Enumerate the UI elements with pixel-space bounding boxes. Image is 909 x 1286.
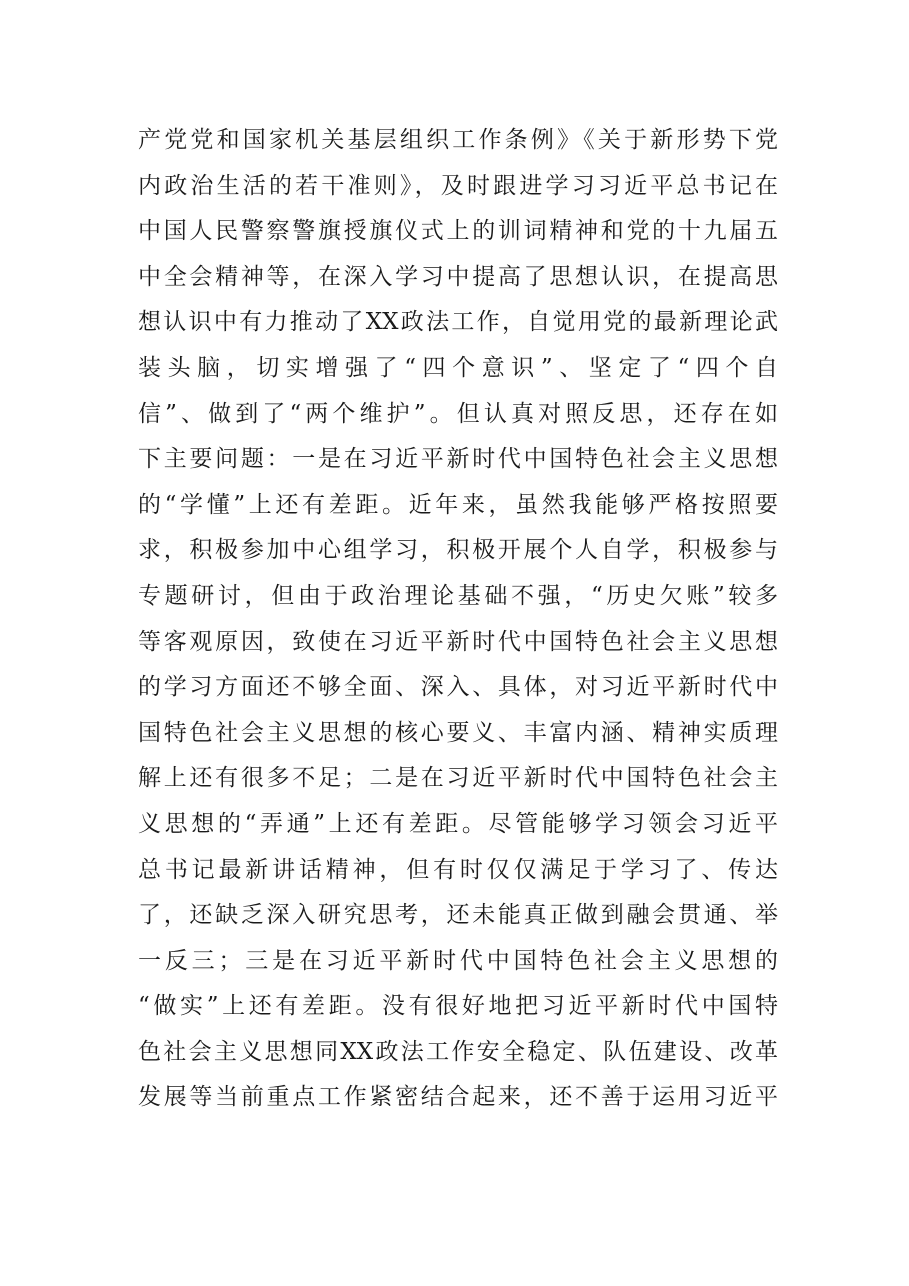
text-line: 装头脑，切实增强了“四个意识”、坚定了“四个自: [138, 354, 778, 381]
text-line: 内政治生活的若干准则》，及时跟进学习习近平总书记在: [138, 172, 778, 199]
text-line: 中国人民警察警旗授旗仪式上的训词精神和党的十九届五: [138, 218, 778, 245]
text-line: 中全会精神等，在深入学习中提高了思想认识，在提高思: [138, 263, 778, 290]
text-line: 产党党和国家机关基层组织工作条例》《关于新形势下党: [138, 127, 778, 153]
text-line: 解上还有很多不足；二是在习近平新时代中国特色社会主: [138, 765, 778, 792]
text-line: 发展等当前重点工作紧密结合起来，还不善于运用习近平: [138, 1084, 778, 1111]
body-text: [138, 118, 778, 1121]
text-line: 国特色社会主义思想的核心要义、丰富内涵、精神实质理: [138, 719, 778, 746]
text-line: 总书记最新讲话精神，但有时仅仅满足于学习了、传达: [138, 856, 778, 883]
text-line: 色社会主义思想同XX政法工作安全稳定、队伍建设、改革: [138, 1038, 778, 1065]
text-line: 等客观原因，致使在习近平新时代中国特色社会主义思想: [138, 628, 778, 655]
text-line: 一反三；三是在习近平新时代中国特色社会主义思想的: [138, 947, 778, 974]
text-line: 下主要问题：一是在习近平新时代中国特色社会主义思想: [138, 446, 778, 473]
text-line: 的学习方面还不够全面、深入、具体，对习近平新时代中: [138, 674, 778, 701]
text-line: 义思想的“弄通”上还有差距。尽管能够学习领会习近平: [138, 810, 778, 837]
text-line: “做实”上还有差距。没有很好地把习近平新时代中国特: [138, 993, 778, 1020]
text-line: 专题研讨，但由于政治理论基础不强，“历史欠账”较多: [138, 582, 778, 609]
text-line: 求，积极参加中心组学习，积极开展个人自学，积极参与: [138, 537, 778, 564]
text-line: 信”、做到了“两个维护”。但认真对照反思，还存在如: [138, 400, 778, 427]
text-line: 的“学懂”上还有差距。近年来，虽然我能够严格按照要: [138, 491, 778, 518]
text-line: 了，还缺乏深入研究思考，还未能真正做到融会贯通、举: [138, 902, 778, 929]
text-line: 想认识中有力推动了XX政法工作，自觉用党的最新理论武: [138, 309, 778, 336]
